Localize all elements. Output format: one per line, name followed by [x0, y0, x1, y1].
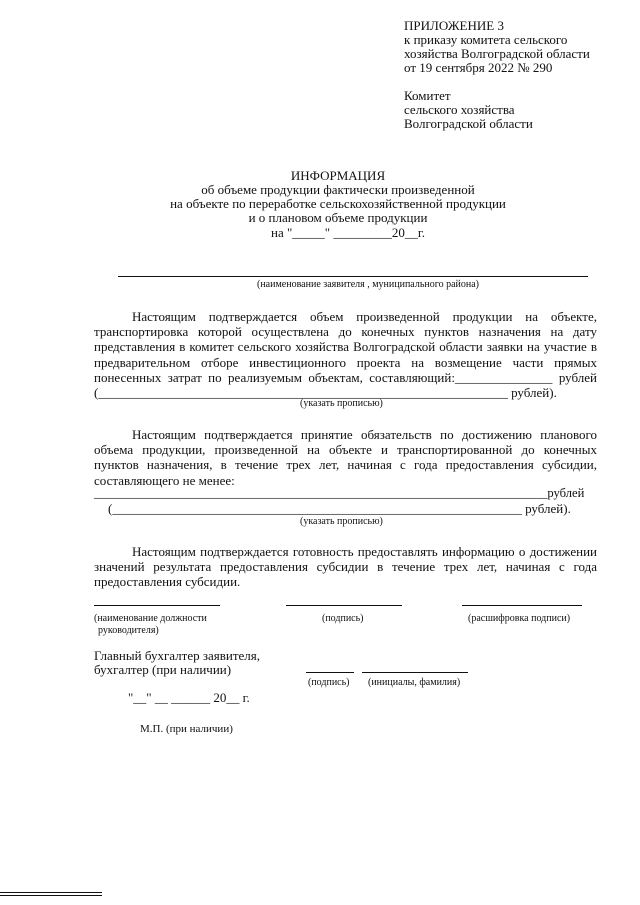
paragraph-line: (_______________________________________________________________ рублей). — [94, 385, 557, 401]
title-date-line: на "_____" _________20__г. — [271, 225, 425, 240]
appendix-order-line: хозяйства Волгоградской области — [404, 46, 590, 61]
appendix-title: ПРИЛОЖЕНИЕ 3 — [404, 18, 504, 33]
title-line: и о плановом объеме продукции — [248, 210, 428, 225]
paragraph-line: Настоящим подтверждается принятие обязательств по достижению планового — [132, 427, 597, 442]
decoding-caption: (расшифровка подписи) — [468, 613, 571, 624]
paragraph-line: Настоящим подтверждается готовность предоставлять информацию о достижении — [132, 544, 597, 559]
accountant-title: Главный бухгалтер заявителя, — [94, 648, 261, 663]
addressee-line: Комитет — [404, 88, 451, 103]
position-caption: руководителя) — [98, 625, 159, 636]
paragraph-planned-volume — [94, 427, 597, 488]
stamp-place: М.П. (при наличии) — [140, 723, 233, 735]
title-main: ИНФОРМАЦИЯ — [290, 168, 386, 183]
paragraph-line: предоставления субсидии. — [94, 574, 241, 590]
signature-caption: (подпись) — [322, 613, 364, 624]
addressee-line: сельского хозяйства — [404, 102, 515, 117]
amount-in-words-caption: (указать прописью) — [300, 516, 383, 527]
accountant-signature-caption: (подпись) — [308, 677, 350, 688]
accountant-date-line: "__" __ ______ 20__ г. — [128, 690, 250, 705]
paragraph-line: транспортировка которой осуществлена до конечных пунктов назначения на дату — [94, 324, 597, 340]
paragraph-line: понесенных затрат по реализуемым объектам, составляющий:_______________ рублей — [94, 369, 597, 385]
footer-rule — [0, 892, 102, 893]
position-blank — [94, 605, 220, 606]
accountant-initials-caption: (инициалы, фамилия) — [368, 677, 461, 688]
amount-in-words-caption: (указать прописью) — [300, 398, 383, 409]
accountant-title: бухгалтер (при наличии) — [94, 662, 232, 677]
paragraph-line: Настоящим подтверждается объем произведенной продукции на объекте, — [132, 309, 597, 324]
planned-amount-words-blank: (_______________________________________________________________ рублей). — [108, 501, 571, 516]
planned-amount-blank: ________________________________________________________________________рублей — [94, 486, 585, 500]
accountant-signature-blank — [306, 672, 354, 673]
title-line: об объеме продукции фактически произведенной — [201, 182, 475, 197]
appendix-order-date: от 19 сентября 2022 № 290 — [404, 60, 553, 75]
appendix-order-line: к приказу комитета сельского — [404, 32, 568, 47]
signature-blank — [286, 605, 402, 606]
addressee-line: Волгоградской области — [404, 116, 533, 131]
paragraph-line: представления в комитет сельского хозяйства Волгоградской области заявки на участие в — [94, 339, 597, 355]
paragraph-actual-volume — [94, 309, 597, 400]
paragraph-reporting — [94, 544, 597, 590]
decoding-blank — [462, 605, 582, 606]
accountant-initials-blank — [362, 672, 468, 673]
footer-rule — [0, 895, 102, 896]
position-caption: (наименование должности — [94, 613, 207, 624]
paragraph-line: пунктов назначения, в течение трех лет, начиная с года предоставления субсидии, — [94, 457, 597, 473]
applicant-caption: (наименование заявителя , муниципального района) — [257, 279, 479, 290]
paragraph-line: предварительном отборе инвестиционного проекта на возмещение части прямых — [94, 354, 597, 370]
paragraph-line: объема продукции, произведенной на объекте и транспортированной до конечных — [94, 442, 597, 458]
paragraph-line: значений результата предоставления субсидии в течение трех лет, начиная с года — [94, 559, 597, 575]
paragraph-line: составляющего не менее: — [94, 472, 235, 488]
applicant-blank — [118, 276, 588, 277]
title-line: на объекте по переработке сельскохозяйственной продукции — [170, 196, 506, 211]
